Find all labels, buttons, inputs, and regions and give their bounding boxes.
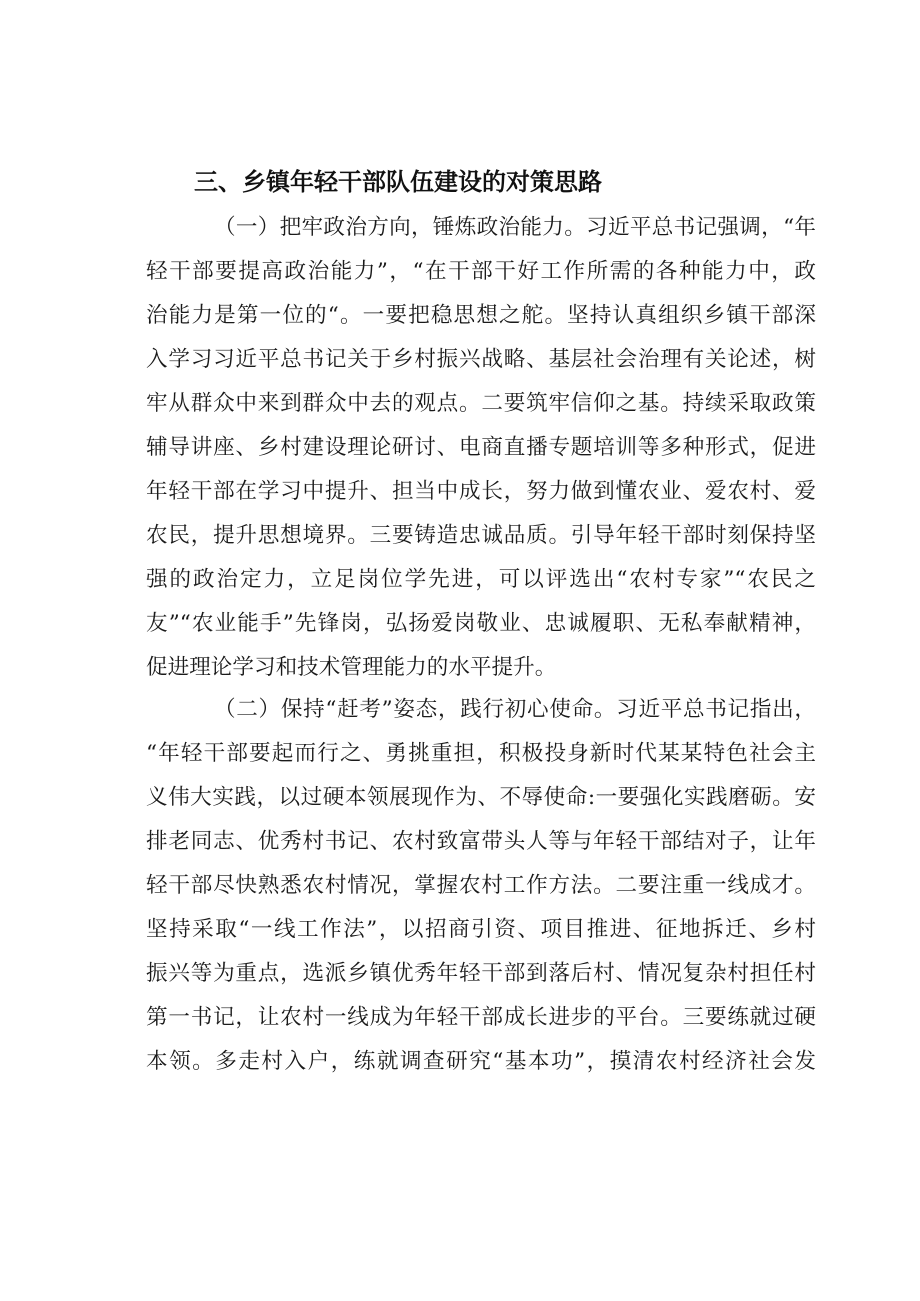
paragraph-2-line-6: 坚持采取“一线工作法”，以招商引资、项目推进、征地拆迁、乡村: [146, 917, 816, 942]
paragraph-1-line-11: 促进理论学习和技术管理能力的水平提升。: [146, 655, 557, 680]
paragraph-1-line-10: 友”“农业能手”先锋岗，弘扬爱岗敬业、忠诚履职、无私奉献精神，: [146, 611, 816, 636]
paragraph-1-line-5: 牢从群众中来到群众中去的观点。二要筑牢信仰之基。持续采取政策: [146, 391, 816, 416]
paragraph-2-line-1: （二）保持“赶考”姿态，践行初心使命。习近平总书记指出，: [214, 697, 816, 722]
section-heading: 三、乡镇年轻干部队伍建设的对策思路: [194, 168, 602, 196]
paragraph-1-line-6: 辅导讲座、乡村建设理论研讨、电商直播专题培训等多种形式，促进: [146, 435, 816, 460]
paragraph-2-line-4: 排老同志、优秀村书记、农村致富带头人等与年轻干部结对子，让年: [146, 829, 816, 854]
paragraph-2-line-3: 义伟大实践，以过硬本领展现作为、不辱使命:一要强化实践磨砺。安: [146, 785, 816, 810]
paragraph-1-line-3: 治能力是第一位的“。一要把稳思想之舵。坚持认真组织乡镇干部深: [146, 303, 816, 328]
paragraph-2-line-8: 第一书记，让农村一线成为年轻干部成长进步的平台。三要练就过硬: [146, 1005, 816, 1030]
paragraph-2-line-2: “年轻干部要起而行之、勇挑重担，积极投身新时代某某特色社会主: [146, 741, 816, 766]
paragraph-2-line-5: 轻干部尽快熟悉农村情况，掌握农村工作方法。二要注重一线成才。: [146, 873, 816, 898]
paragraph-1-line-4: 入学习习近平总书记关于乡村振兴战略、基层社会治理有关论述，树: [146, 347, 816, 372]
paragraph-1-line-9: 强的政治定力，立足岗位学先进，可以评选出“农村专家”“农民之: [146, 567, 816, 592]
paragraph-2-line-7: 振兴等为重点，选派乡镇优秀年轻干部到落后村、情况复杂村担任村: [146, 961, 816, 986]
paragraph-1-line-1: （一）把牢政治方向，锤炼政治能力。习近平总书记强调，“年: [214, 215, 816, 240]
paragraph-2-line-9: 本领。多走村入户，练就调查研究“基本功”，摸清农村经济社会发: [146, 1049, 816, 1074]
paragraph-1-line-2: 轻干部要提高政治能力”，“在干部干好工作所需的各种能力中，政: [146, 259, 816, 284]
paragraph-1-line-7: 年轻干部在学习中提升、担当中成长，努力做到懂农业、爱农村、爱: [146, 479, 816, 504]
paragraph-1-line-8: 农民，提升思想境界。三要铸造忠诚品质。引导年轻干部时刻保持坚: [146, 523, 816, 548]
